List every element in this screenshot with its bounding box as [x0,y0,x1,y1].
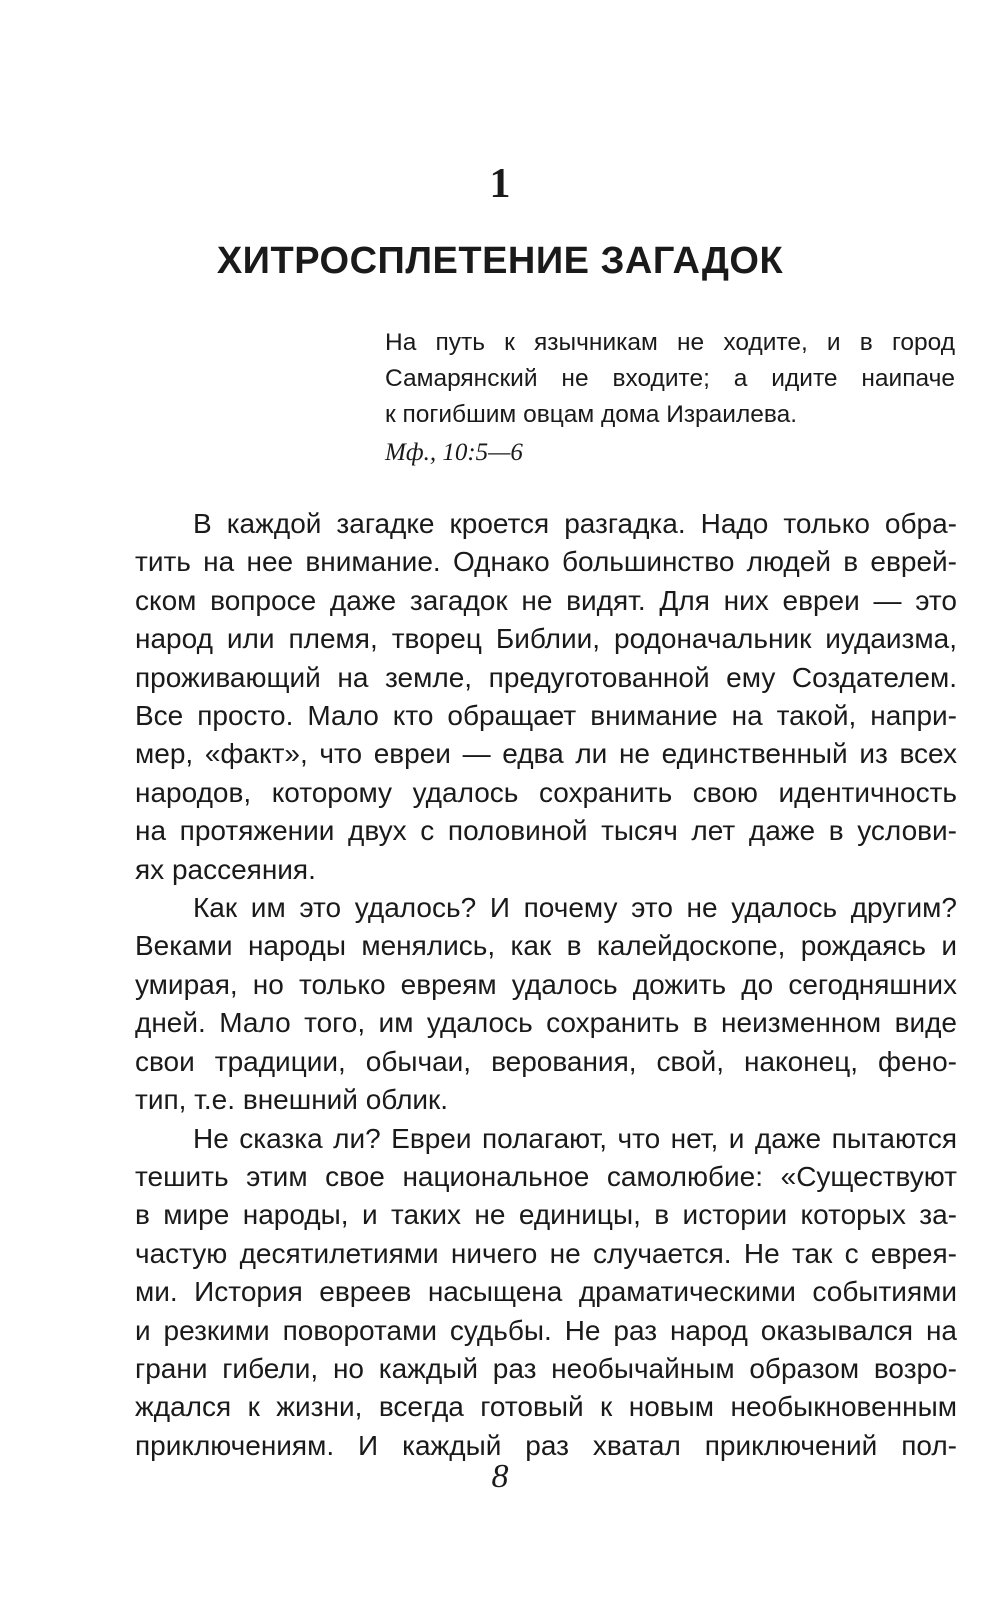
text-line: мер, «факт», что евреи — едва ли не единственный из всех [135,738,957,770]
text-line: народ или племя, творец Библии, родоначальник иудаизма, [135,623,957,655]
text-line: в мире народы, и таких не единицы, в истории которых за- [135,1199,957,1231]
text-line: Все просто. Мало кто обращает внимание на такой, напри- [135,700,957,732]
page-number: 8 [491,1458,509,1495]
text-line: грани гибели, но каждый раз необычайным образом возро- [135,1352,957,1384]
text-line: дней. Мало того, им удалось сохранить в неизменном виде [135,1007,957,1039]
text-line: В каждой загадке кроется разгадка. Надо только обра- [193,508,957,539]
text-line: ждался к жизни, всегда готовый к новым необыкновенным [135,1391,957,1423]
epigraph [385,325,955,471]
text-line: тип, т.е. внешний облик. [135,1084,449,1116]
chapter-number: 1 [489,161,511,207]
text-line: и резкими поворотами судьбы. Не раз народ оказывался на [135,1314,957,1346]
epigraph-line: к погибшим овцам дома Израилева. [385,401,798,428]
text-line: ях рассеяния. [135,853,316,885]
text-line: свои традиции, обычаи, верования, свой, наконец, фено- [135,1045,957,1077]
chapter-title: ХИТРОСПЛЕТЕНИЕ ЗАГАДОК [216,240,784,282]
text-line: на протяжении двух с половиной тысяч лет даже в услови- [135,815,957,847]
text-line: приключениям. И каждый раз хватал приключений пол- [135,1429,957,1461]
text-line: ском вопросе даже загадок не видят. Для них евреи — это [135,584,957,616]
text-line: Не сказка ли? Евреи полагают, что нет, и даже пытаются [193,1122,957,1154]
epigraph-line: На путь к язычникам не ходите, и в город [385,329,955,356]
text-line: тить на нее внимание. Однако большинство людей в еврей- [135,546,957,578]
epigraph-line: Самарянский не входите; а идите наипаче [385,365,955,392]
text-line: умирая, но только евреям удалось дожить до сегодняшних [135,968,957,1000]
text-line: частую десятилетиями ничего не случается. Не так с еврея- [135,1237,957,1269]
text-line: ми. История евреев насыщена драматическими событиями [135,1276,957,1308]
epigraph-source: Мф., 10:5—6 [385,439,523,466]
text-line: Как им это удалось? И почему это не удалось другим? [193,892,957,924]
text-line: народов, которому удалось сохранить свою идентичность [135,776,957,808]
text-line: тешить этим свое национальное самолюбие: «Существуют [135,1160,957,1192]
text-line: проживающий на земле, предуготованной ему Создателем. [135,661,957,693]
body-text [135,505,957,1465]
text-line: Веками народы менялись, как в калейдоскопе, рождаясь и [135,930,957,962]
